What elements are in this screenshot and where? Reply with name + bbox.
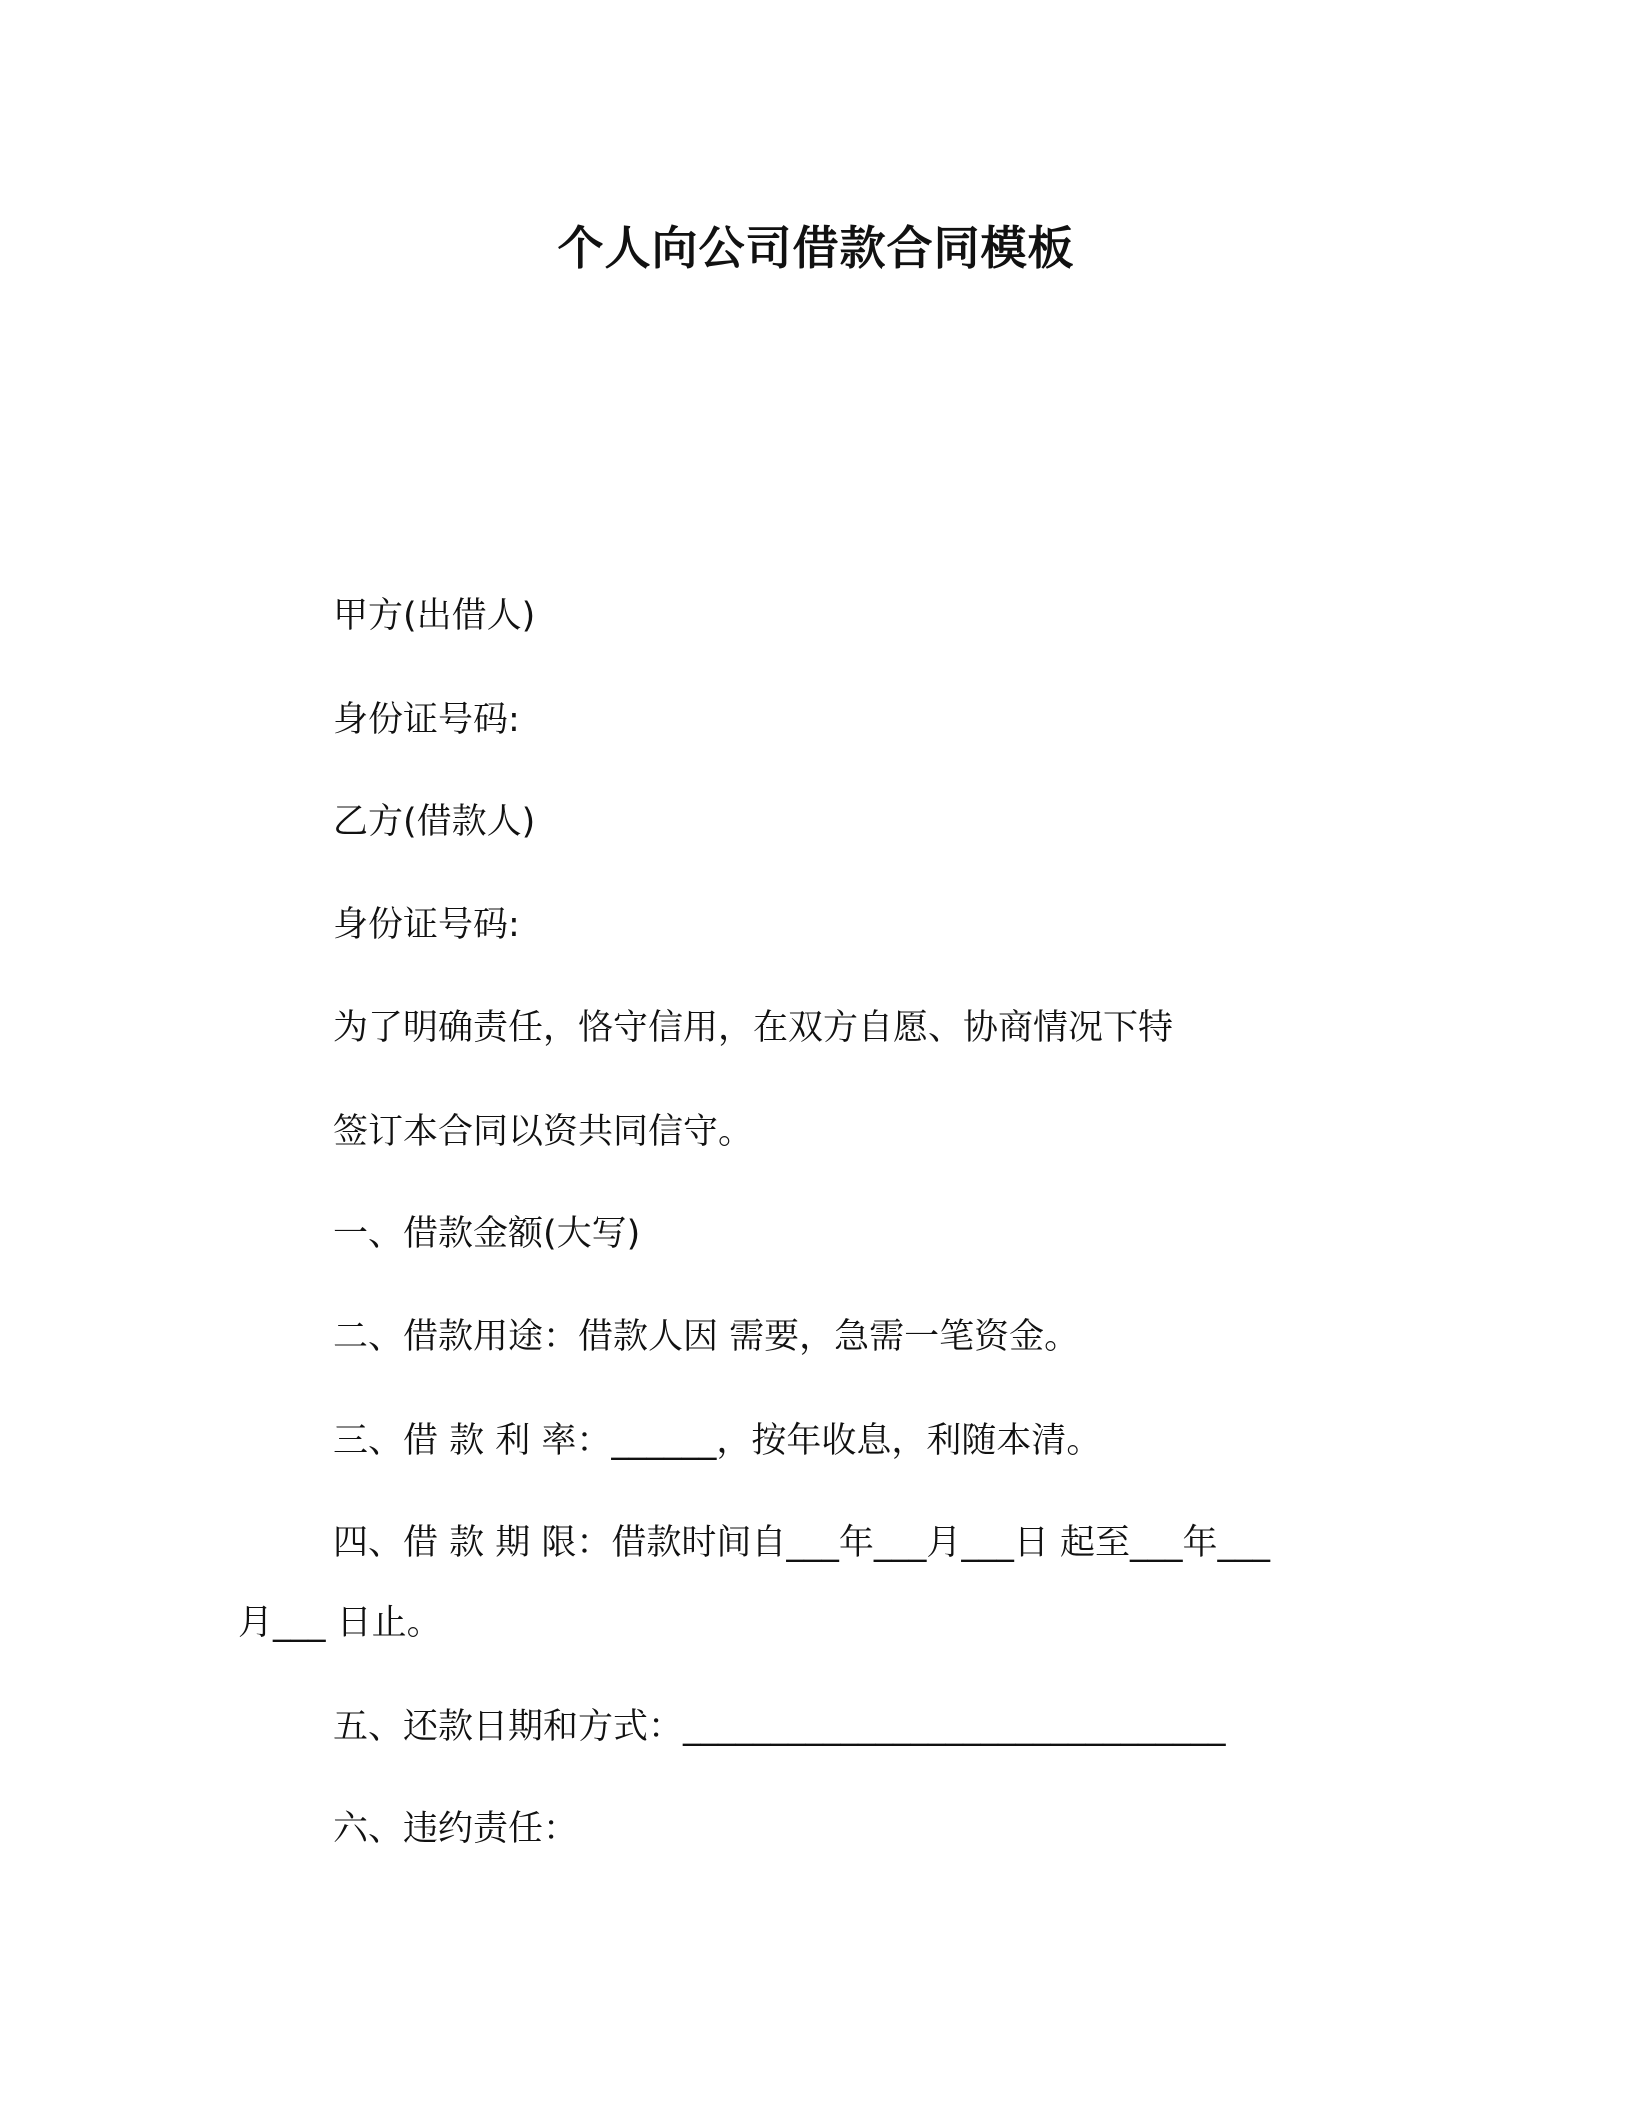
preamble-line-1: 为了明确责任，恪守信用，在双方自愿、协商情况下特 — [333, 1008, 1174, 1048]
party-b-id-label: 身份证号码: — [333, 905, 520, 945]
preamble-line-2: 签订本合同以资共同信守。 — [333, 1112, 754, 1152]
clause-2-purpose: 二、借款用途：借款人因 需要，急需一笔资金。 — [333, 1317, 1080, 1357]
clause-5-repayment: 五、还款日期和方式：_______________________________ — [333, 1707, 1226, 1747]
clause-4-term: 四、借 款 期 限：借款时间自___年___月___日 起至___年___ — [333, 1523, 1271, 1563]
clause-3-rate: 三、借 款 利 率：______，按年收息，利随本清。 — [333, 1421, 1102, 1461]
clause-4-term-continued: 月___ 日止。 — [238, 1603, 442, 1643]
clause-1-amount: 一、借款金额(大写) — [333, 1214, 641, 1254]
party-b-label: 乙方(借款人) — [333, 802, 536, 842]
document-title: 个人向公司借款合同模板 — [557, 221, 1075, 275]
party-a-id-label: 身份证号码: — [333, 700, 520, 740]
party-a-label: 甲方(出借人) — [333, 596, 536, 636]
clause-6-liability: 六、违约责任： — [333, 1809, 579, 1849]
